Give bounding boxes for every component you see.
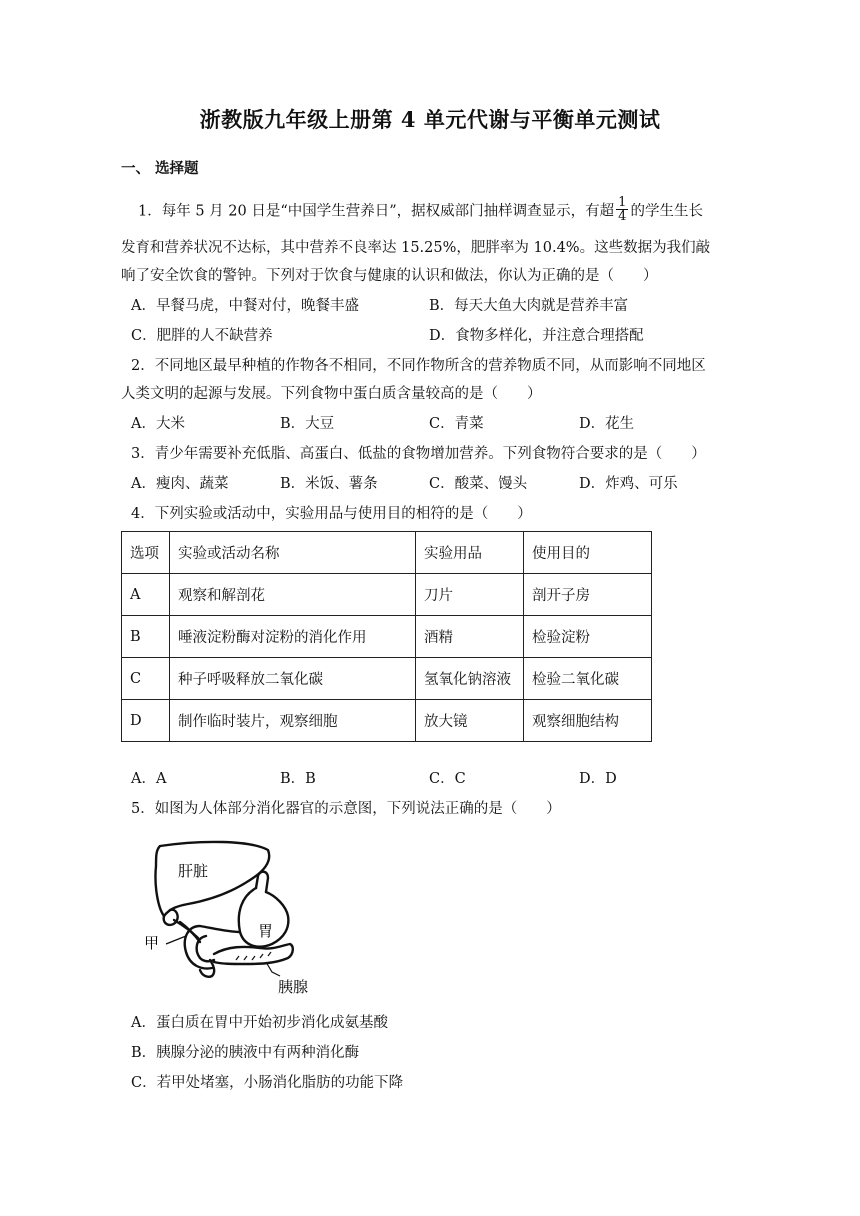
q5-option-b[interactable]: B．胰腺分泌的胰液中有两种消化酶 [131, 1045, 360, 1061]
q1-fraction [616, 196, 628, 223]
table-cell: 氢氧化钠溶液 [416, 658, 524, 700]
q2-option-b[interactable]: B．大豆 [280, 416, 335, 432]
q1-option-a[interactable]: A．早餐马虎，中餐对付，晚餐丰盛 [131, 298, 359, 314]
label-stomach: 胃 [258, 922, 274, 940]
q1-option-c[interactable]: C．肥胖的人不缺营养 [131, 328, 273, 344]
q2-line2: 人类文明的起源与发展。下列食物中蛋白质含量较高的是（ ） [121, 386, 542, 402]
table-header-cell: 选项 [122, 532, 170, 574]
fraction-numerator: 1 [618, 195, 627, 210]
q4-line1: 4．下列实验或活动中，实验用品与使用目的相符的是（ ） [131, 506, 532, 522]
q2-line1: 2．不同地区最早种植的作物各不相同，不同作物所含的营养物质不同，从而影响不同地区 [131, 358, 706, 374]
q3-option-a[interactable]: A．瘦肉、蔬菜 [131, 476, 229, 492]
section-heading: 一、 选择题 [121, 160, 199, 177]
q4-option-c[interactable]: C．C [429, 771, 466, 787]
fraction-denominator: 4 [618, 209, 627, 224]
table-header-cell: 实验用品 [416, 532, 524, 574]
q3-line1: 3．青少年需要补充低脂、高蛋白、低盐的食物增加营养。下列食物符合要求的是（ ） [131, 446, 706, 462]
table-row [122, 616, 652, 658]
digestive-organs-figure [140, 836, 320, 1000]
q1-line2: 发育和营养状况不达标，其中营养不良率达 15.25%，肥胖率为 10.4%。这些数据为我们敲 [121, 240, 711, 256]
table-cell: A [122, 574, 170, 616]
table-cell: 刀片 [416, 574, 524, 616]
q1-option-d[interactable]: D．食物多样化，并注意合理搭配 [429, 328, 644, 344]
q5-line1: 5．如图为人体部分消化器官的示意图，下列说法正确的是（ ） [131, 801, 561, 817]
q4-option-d[interactable]: D．D [579, 771, 617, 787]
table-header-cell: 使用目的 [524, 532, 652, 574]
q1-option-b[interactable]: B．每天大鱼大肉就是营养丰富 [429, 298, 629, 314]
q1-line1 [138, 195, 703, 225]
table-cell: D [122, 700, 170, 742]
table-header-row [122, 532, 652, 574]
table-cell: 检验淀粉 [524, 616, 652, 658]
table-cell: 观察和解剖花 [170, 574, 416, 616]
table-cell: C [122, 658, 170, 700]
q5-option-c[interactable]: C．若甲处堵塞，小肠消化脂肪的功能下降 [131, 1075, 404, 1091]
table-cell: 观察细胞结构 [524, 700, 652, 742]
table-cell: B [122, 616, 170, 658]
label-pancreas: 胰腺 [278, 978, 309, 996]
table-cell: 种子呼吸释放二氧化碳 [170, 658, 416, 700]
table-row [122, 574, 652, 616]
q4-option-b[interactable]: B．B [280, 771, 316, 787]
table-cell: 酒精 [416, 616, 524, 658]
digestive-organs-diagram [140, 836, 320, 1000]
table-cell: 制作临时装片，观察细胞 [170, 700, 416, 742]
q3-option-c[interactable]: C．酸菜、馒头 [429, 476, 528, 492]
q2-option-a[interactable]: A．大米 [131, 416, 185, 432]
q1-text-part1: 1．每年 5 月 20 日是“中国学生营养日”，据权威部门抽样调查显示，有超 [138, 203, 615, 220]
table-cell: 剖开子房 [524, 574, 652, 616]
table-row [122, 700, 652, 742]
page-title: 浙教版九年级上册第 4 单元代谢与平衡单元测试 [199, 107, 661, 132]
table-header-cell: 实验或活动名称 [170, 532, 416, 574]
q3-option-b[interactable]: B．米饭、薯条 [280, 476, 378, 492]
table-cell: 检验二氧化碳 [524, 658, 652, 700]
q3-option-d[interactable]: D．炸鸡、可乐 [579, 476, 678, 492]
q2-option-c[interactable]: C．青菜 [429, 416, 484, 432]
q1-text-part2: 的学生生长 [630, 203, 703, 220]
q1-line3: 响了安全饮食的警钟。下列对于饮食与健康的认识和做法，你认为正确的是（ ） [121, 268, 658, 284]
q2-option-d[interactable]: D．花生 [579, 416, 635, 432]
label-jia: 甲 [144, 934, 160, 952]
table-cell: 放大镜 [416, 700, 524, 742]
label-liver: 肝脏 [178, 862, 209, 880]
q4-option-a[interactable]: A．A [131, 771, 167, 787]
table-cell: 唾液淀粉酶对淀粉的消化作用 [170, 616, 416, 658]
table-row [122, 658, 652, 700]
q5-option-a[interactable]: A．蛋白质在胃中开始初步消化成氨基酸 [131, 1015, 388, 1031]
q4-table [121, 531, 652, 742]
